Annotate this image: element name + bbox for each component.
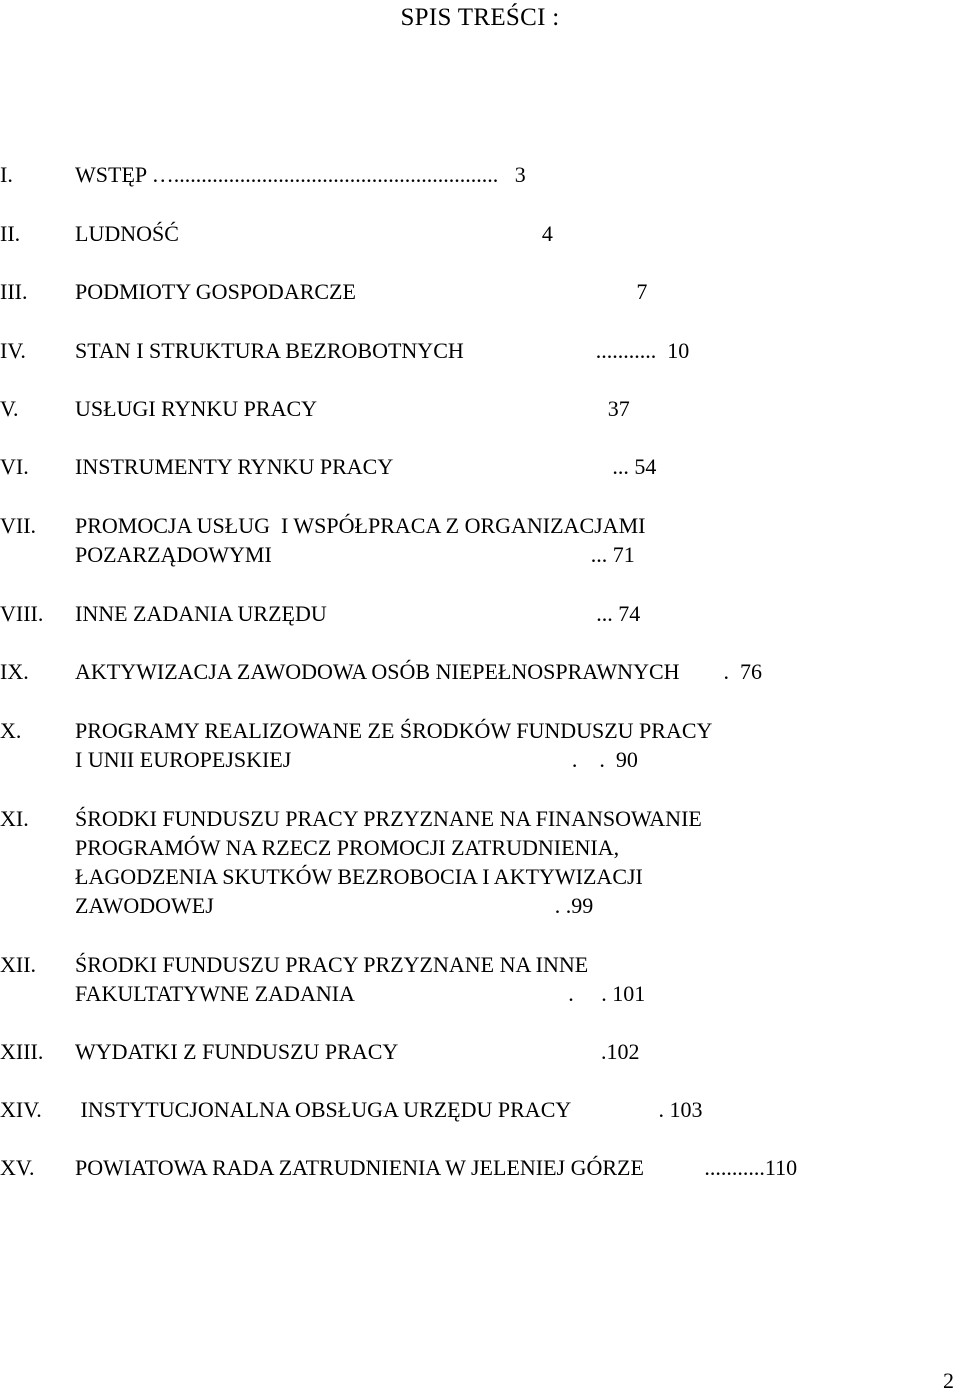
toc-entry-number: IX. [0,659,29,684]
toc-entry-text: STAN I STRUKTURA BEZROBOTNYCH ........... 10 [75,338,690,363]
toc-entry-text: INNE ZADANIA URZĘDU ... 74 [75,601,641,626]
toc-entry-text: PROGRAMÓW NA RZECZ PROMOCJI ZATRUDNIENIA, [75,835,620,860]
toc-entry-text: INSTYTUCJONALNA OBSŁUGA URZĘDU PRACY . 103 [75,1097,703,1122]
toc-entry-text: AKTYWIZACJA ZAWODOWA OSÓB NIEPEŁNOSPRAWNYCH . 76 [75,659,763,684]
toc-entry-text: PODMIOTY GOSPODARCZE 7 [75,279,648,304]
toc-entry-text: POZARZĄDOWYMI ... 71 [75,542,635,567]
toc-entry-number: VIII. [0,601,44,626]
toc-entry-text: I UNII EUROPEJSKIEJ . . 90 [75,747,638,772]
toc-entry-text: USŁUGI RYNKU PRACY 37 [75,396,630,421]
toc-entry-number: I. [0,162,13,187]
toc-entry-number: XIII. [0,1039,44,1064]
toc-entry-number: VI. [0,454,29,479]
toc-entry-number: XV. [0,1155,35,1180]
toc-entry-text: ZAWODOWEJ . .99 [75,893,594,918]
toc-entry-text: INSTRUMENTY RYNKU PRACY ... 54 [75,454,657,479]
page-title: SPIS TREŚCI : [400,4,560,31]
toc-entry-text: WSTĘP …........................................................... 3 [75,162,526,187]
toc-entry-number: XIV. [0,1097,42,1122]
toc-entry-number: XII. [0,952,37,977]
toc-entry-text: LUDNOŚĆ 4 [75,221,553,246]
toc-entry-text: ŚRODKI FUNDUSZU PRACY PRZYZNANE NA INNE [75,952,589,977]
toc-entry-text: WYDATKI Z FUNDUSZU PRACY .102 [75,1039,640,1064]
toc-entry-text: PROMOCJA USŁUG I WSPÓŁPRACA Z ORGANIZACJAMI [75,513,646,538]
toc-entry-text: FAKULTATYWNE ZADANIA . . 101 [75,981,646,1006]
toc-entry-number: II. [0,221,21,246]
toc-entry-number: V. [0,396,19,421]
toc-entry-number: XI. [0,806,29,831]
toc-entry-text: ŁAGODZENIA SKUTKÓW BEZROBOCIA I AKTYWIZACJI [75,864,643,889]
toc-entry-text: PROGRAMY REALIZOWANE ZE ŚRODKÓW FUNDUSZU PRACY [75,718,713,743]
toc-entry-text: ŚRODKI FUNDUSZU PRACY PRZYZNANE NA FINANSOWANIE [75,806,702,831]
toc-entry-number: IV. [0,338,26,363]
page-number: 2 [943,1368,954,1393]
toc-entry-number: X. [0,718,22,743]
toc-entry-text: POWIATOWA RADA ZATRUDNIENIA W JELENIEJ GÓRZE ...........110 [75,1155,798,1180]
toc-entry-number: III. [0,279,28,304]
toc-entry-number: VII. [0,513,37,538]
